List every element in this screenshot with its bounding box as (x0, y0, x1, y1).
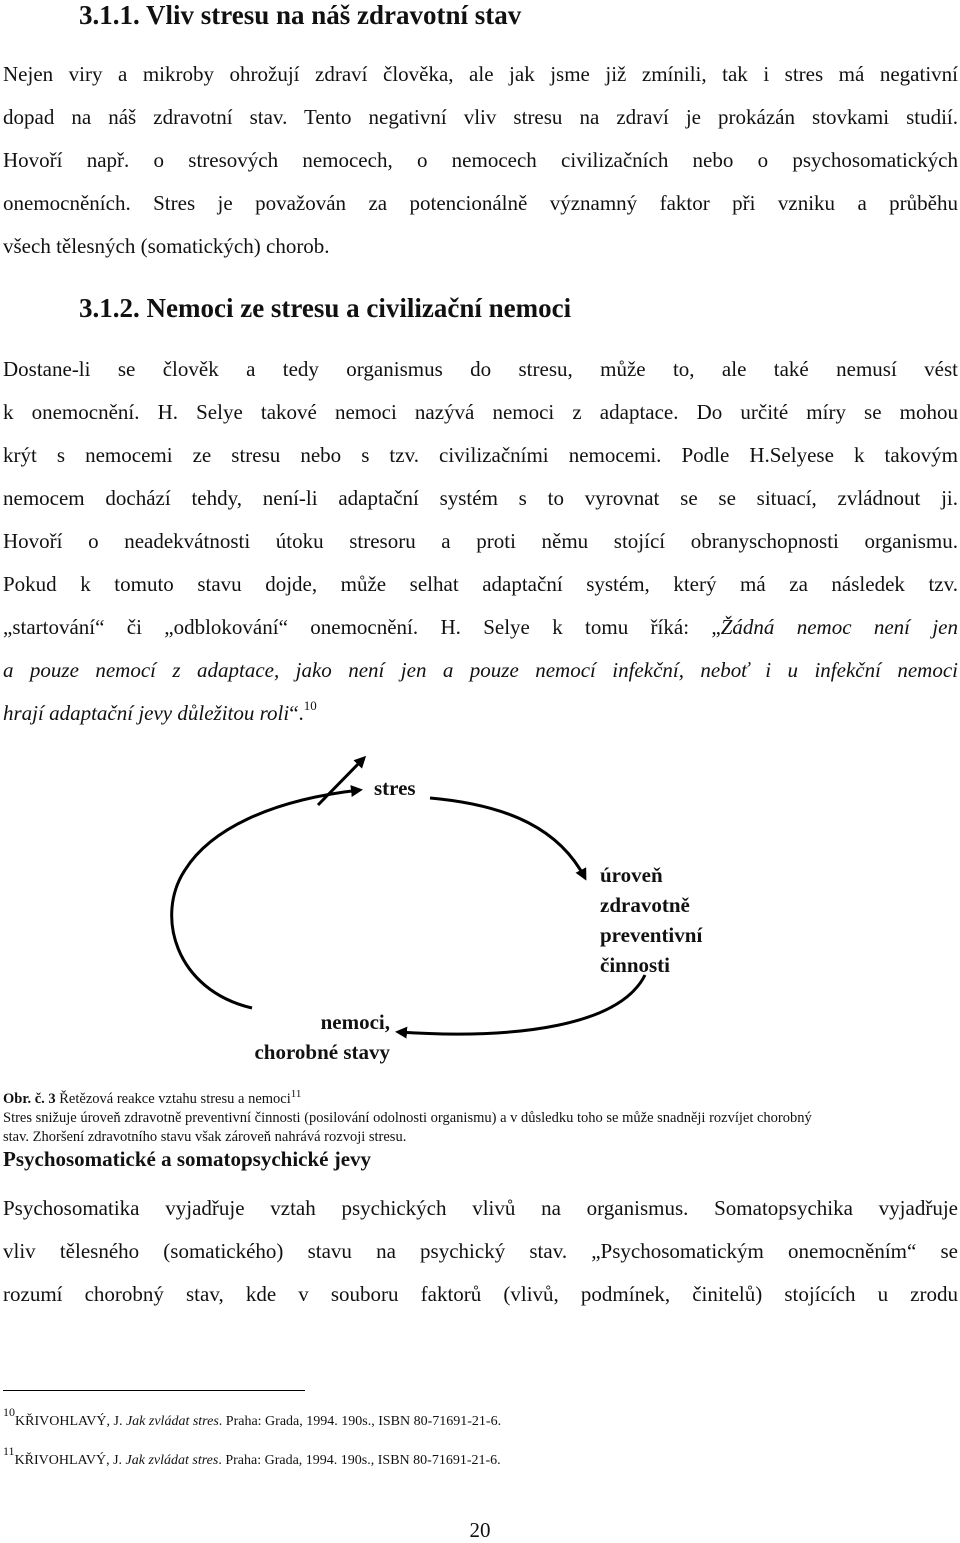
caption-title: Řetězová reakce vztahu stresu a nemoci (55, 1090, 291, 1107)
text-line: krýt s nemocemi ze stresu nebo s tzv. civilizačními nemocemi. Podle H.Selyese k takovým (3, 443, 958, 467)
arrow-disease-to-stres (172, 790, 360, 1008)
text-line: vliv tělesného (somatického) stavu na psychický stav. „Psychosomatickým onemocněním“ se (3, 1239, 958, 1263)
text-line: Nejen viry a mikroby ohrožují zdraví člověka, ale jak jsme již zmínili, tak i stres má negativní (3, 62, 958, 86)
paragraph-stress-diseases (3, 348, 958, 735)
stress-cycle-diagram (0, 740, 960, 1080)
footnote-number: 11 (3, 1444, 15, 1458)
diagram-node-prevention (600, 860, 702, 980)
text-line: Dostane-li se člověk a tedy organismus do stresu, může to, ale také nemusí vést (3, 357, 958, 381)
caption-label: Obr. č. 3 (3, 1090, 56, 1107)
footnote-11 (3, 1444, 501, 1469)
text-line: Hovoří např. o stresových nemocech, o nemocech civilizačních nebo o psychosomatických (3, 148, 958, 172)
text-line: Psychosomatika vyjadřuje vztah psychických vlivů na organismus. Somatopsychika vyjadřuje (3, 1196, 958, 1220)
text-line: nemocem dochází tehdy, není-li adaptační systém s to vyrovnat se se situací, zvládnout ji. (3, 486, 958, 510)
text-line: všech tělesných (somatických) chorob. (3, 234, 330, 258)
arrow-to-stres (318, 758, 364, 805)
footnote-author: KŘIVOHLAVÝ, J. (15, 1414, 126, 1429)
footnote-title: Jak zvládat stres (125, 1453, 219, 1468)
node-line: chorobné stavy (254, 1040, 390, 1064)
paragraph-psychosomatic (3, 1187, 958, 1316)
text-line: onemocněních. Stres je považován za potencionálně významný faktor při vzniku a průběhu (3, 191, 958, 215)
text-line: Pokud k tomuto stavu dojde, může selhat adaptační systém, který má za následek tzv. (3, 572, 958, 596)
footnote-rest: . Praha: Grada, 1994. 190s., ISBN 80-71691-21-6. (218, 1453, 501, 1468)
text-line: dopad na náš zdravotní stav. Tento negativní vliv stresu na zdraví je prokázán stovkami studií. (3, 105, 958, 129)
section-heading-3-1-2: 3.1.2. Nemoci ze stresu a civilizační nemoci (79, 293, 572, 323)
arrow-stres-to-prevention (430, 798, 585, 878)
caption-line: stav. Zhoršení zdravotního stavu však zároveň nahrává rozvoji stresu. (3, 1128, 407, 1145)
node-line: zdravotně (600, 893, 690, 917)
quote-close: “. (289, 701, 304, 725)
text-line-quote-start (3, 606, 958, 649)
section-heading-psychosomatic: Psychosomatické a somatopsychické jevy (3, 1147, 372, 1171)
diagram-node-stres: stres (374, 776, 416, 800)
text-line-quote-end (3, 692, 958, 735)
caption-title-line (3, 1085, 958, 1109)
paragraph-stress-health (3, 53, 958, 268)
section-heading-3-1-1: 3.1.1. Vliv stresu na náš zdravotní stav (79, 0, 522, 30)
page-number: 20 (469, 1518, 491, 1542)
footnote-author: KŘIVOHLAVÝ, J. (14, 1453, 126, 1468)
quote-italic-end: hrají adaptační jevy důležitou roli (3, 701, 290, 725)
node-line: úroveň (600, 863, 663, 887)
footnote-10 (3, 1405, 502, 1430)
diagram-node-disease (226, 1007, 390, 1067)
caption-line: Stres snižuje úroveň zdravotně preventivní činnosti (posilování odolnosti organismu) a v důsledku toho se může snadněji rozvíjet chorobný (3, 1109, 812, 1126)
quote-italic: Žádná nemoc není jen (720, 615, 958, 639)
footnote-separator (3, 1390, 305, 1391)
quote-prefix: „startování“ či „odblokování“ onemocnění. H. Selye k tomu říká: „ (3, 615, 721, 639)
footnote-rest: . Praha: Grada, 1994. 190s., ISBN 80-71691-21-6. (218, 1414, 502, 1429)
footnote-number: 10 (3, 1405, 15, 1419)
text-line: rozumí chorobný stav, kde v souboru faktorů (vlivů, podmínek, činitelů) stojících u zrodu (3, 1282, 958, 1306)
footnote-title: Jak zvládat stres (125, 1414, 219, 1429)
text-line: Hovoří o neadekvátnosti útoku stresoru a proti němu stojící obranyschopnosti organismu. (3, 529, 958, 553)
node-line: činnosti (600, 953, 671, 977)
text-line-quote: a pouze nemocí z adaptace, jako není jen a pouze nemocí infekční, neboť i u infekční nemoci (3, 658, 958, 682)
node-line: nemoci, (320, 1010, 390, 1034)
text-line: k onemocnění. H. Selye takové nemoci nazývá nemoci z adaptace. Do určité míry se mohou (3, 400, 958, 424)
footnote-ref-11[interactable]: 11 (290, 1088, 302, 1100)
footnote-ref-10[interactable]: 10 (303, 698, 317, 713)
figure-caption (3, 1085, 958, 1147)
arrow-prevention-to-disease (398, 975, 645, 1034)
node-line: preventivní (600, 923, 703, 947)
